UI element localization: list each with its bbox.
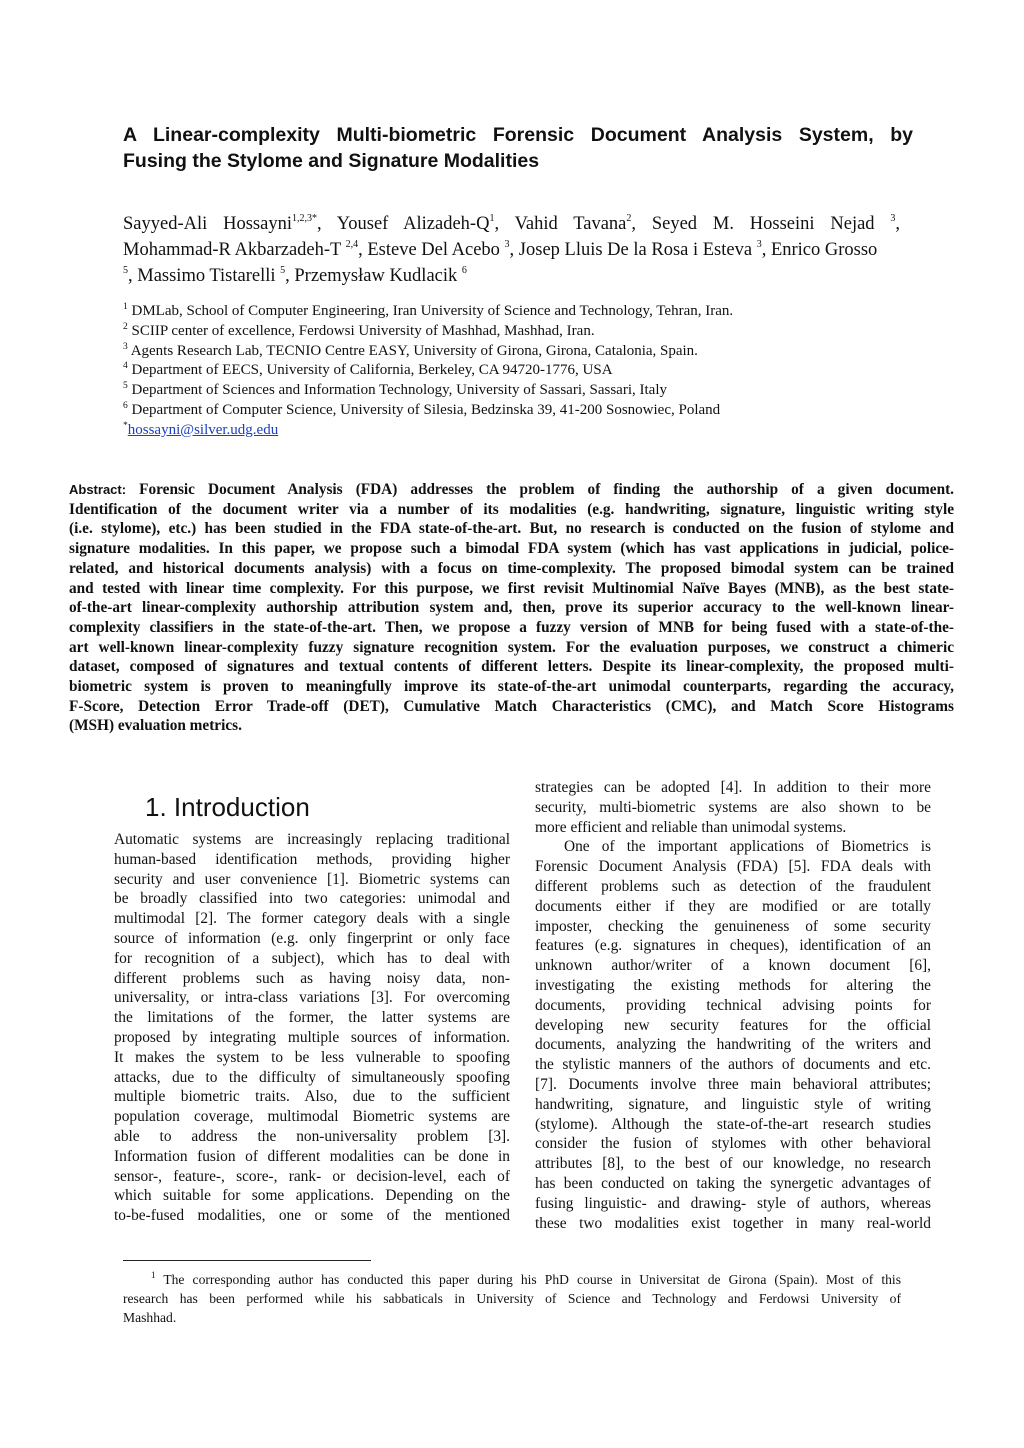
body-line: It makes the system to be less vulnerable to spoofing (114, 1048, 510, 1066)
section-heading: 1. Introduction (145, 792, 310, 822)
author-name: , Josep Lluis De la Rosa i Esteva (509, 240, 753, 260)
body-line: strategies can be adopted [4]. In addition to their more (535, 779, 931, 796)
body-line: proposed by integrating multiple sources of information. (114, 1028, 510, 1046)
author-line-3 (123, 263, 900, 289)
abstract-line: biometric system is proven to meaningfully improve its state-of-the-art unimodal counterparts, regarding the accuracy, (69, 678, 954, 696)
author-name: , Przemysław Kudlacik (285, 266, 458, 286)
affiliation-number: 2 (123, 321, 128, 332)
author-sup: 3 (890, 213, 896, 224)
affiliation-number: 5 (123, 381, 128, 392)
body-line: source of information (e.g. only fingerprint or only face (114, 929, 510, 947)
affiliation-text: DMLab, School of Computer Engineering, Iran University of Science and Technology, Tehran, Iran. (131, 303, 734, 319)
body-line: One of the important applications of Biometrics is (564, 838, 931, 856)
body-line: to-be-fused modalities, one or some of the mentioned (114, 1207, 510, 1225)
abstract-line: and tested with linear time complexity. For this purpose, we first revisit Multinomial Naïve Bayes (MNB), as the best state- (69, 579, 954, 597)
abstract-line (69, 480, 954, 500)
affiliation-text: SCIIP center of excellence, Ferdowsi University of Mashhad, Mashhad, Iran. (131, 322, 595, 339)
affiliation-number: 4 (123, 361, 128, 372)
footnote-line: research has been performed while his sabbaticals in University of Science and Technology and Ferdowsi University of (123, 1291, 901, 1306)
body-line: universality, or intra-class variations [3]. For overcoming (114, 989, 510, 1007)
author-line-1: Sayyed-Ali Hossayni$^{1,2,3*}$, Yousef Alizadeh-$Q^1$, Vahid Tavana$^2$, Seyed M. Hosseini Nejad $^3$, (123, 213, 901, 234)
author-sup: 2 (626, 213, 632, 224)
author-sup: 5 (280, 265, 286, 276)
body-line: developing new security features for the official (535, 1016, 931, 1034)
abstract-line: Identification of the document writer via a number of its modalities (e.g. handwriting, signature, linguistic writing style (69, 500, 954, 518)
author-sup: ,2,3* (296, 213, 317, 224)
body-line: investigating the existing methods for altering the (535, 976, 931, 994)
abstract-line: (MSH) evaluation metrics. (69, 717, 242, 735)
body-line: documents, providing technical advising points for (535, 996, 931, 1014)
affiliation-text: Department of Sciences and Information Technology, University of Sassari, Sassari, Italy (131, 382, 667, 399)
author-sup: 3 (504, 239, 510, 250)
footnote (123, 1270, 901, 1327)
body-line: unknown author/writer of a known document [6], (535, 957, 931, 975)
body-line: population coverage, multimodal Biometric systems are (114, 1108, 510, 1126)
author-list (123, 211, 900, 289)
body-line: be broadly classified into two categories: unimodal and (114, 890, 510, 908)
affiliation (123, 361, 903, 381)
paper-title (123, 122, 913, 174)
footnote-text: The corresponding author has conducted this paper during his PhD course in Universitat de Girona (Spain). Most of this (163, 1272, 901, 1287)
body-line: different problems such as having noisy data, non- (114, 969, 510, 987)
author-name: , Esteve Del Acebo (358, 240, 500, 260)
right-column (535, 778, 931, 1233)
body-line: imposter, checking the genuineness of some security (535, 917, 931, 935)
body-line: security and user convenience [1]. Biometric systems can (114, 870, 510, 888)
body-line: multimodal [2]. The former category deals with a single (114, 910, 510, 928)
affiliation-text: Department of EECS, University of California, Berkeley, CA 94720-1776, USA (131, 362, 613, 379)
contact-email (123, 421, 903, 441)
abstract-line: F-Score, Detection Error Trade-off (DET), Cumulative Match Characteristics (CMC), and Match Score Histograms (69, 697, 954, 715)
body-line: [7]. Documents involve three main behavioral attributes; (535, 1075, 931, 1093)
abstract-label: Abstract: (69, 482, 127, 497)
body-line: handwriting, signature, and linguistic style of writing (535, 1095, 931, 1113)
affiliation (123, 302, 903, 322)
affiliation-text: Department of Computer Science, University of Silesia, Bedzinska 39, 41-200 Sosnowiec, Poland (131, 401, 721, 418)
body-line: documents, analyzing the handwriting of the writers and (535, 1036, 931, 1054)
affiliation (123, 401, 903, 421)
body-line: able to address the non-universality problem [3]. (114, 1127, 510, 1145)
author-name: Mohammad-R Akbarzadeh-T (123, 240, 341, 260)
body-line: the limitations of the former, the latter systems are (114, 1009, 510, 1027)
body-line: Forensic Document Analysis (FDA) [5]. FDA deals with (535, 858, 931, 876)
body-line: Automatic systems are increasingly replacing traditional (114, 831, 510, 848)
email-link[interactable]: hossayni@silver.udg.edu (127, 421, 279, 438)
body-line: the stylistic manners of the authors of documents and etc. (535, 1056, 931, 1074)
left-column (114, 830, 510, 1226)
body-line: (stylome). Although the state-of-the-art research studies (535, 1115, 931, 1133)
footnote-line: Mashhad. (123, 1310, 177, 1325)
author-sup: 5 (123, 265, 128, 276)
abstract-line: signature modalities. In this paper, we propose such a bimodal FDA system (which has vast applications in judicial, police- (69, 540, 954, 558)
title-line-2: Fusing the Stylome and Signature Modalities (123, 150, 540, 172)
email-mark: * (123, 420, 128, 431)
author-sup: 1 (489, 213, 495, 224)
author-sup: 3 (756, 239, 762, 250)
abstract-line: (i.e. stylome), etc.) has been studied in the FDA state-of-the-art. But, no research is conducted on the fusion of stylome and (69, 520, 954, 538)
body-line: consider the fusion of stylomes with other behavioral (535, 1135, 931, 1153)
abstract-line: of-the-art linear-complexity authorship attribution system and, then, prove its superior accuracy to the well-known linear- (69, 599, 954, 617)
body-line: human-based identification methods, providing higher (114, 850, 510, 868)
author-name: , Vahid Tavana (494, 214, 627, 234)
author-name: , Seyed M. Hosseini Nejad (631, 214, 875, 234)
abstract-line: art well-known linear-complexity fuzzy signature recognition system. For the evaluation purposes, we construct a chimeric (69, 638, 954, 656)
author-sup: 2,4 (345, 239, 359, 250)
abstract-line: complexity classifiers in the state-of-the-art. Then, we propose a fuzzy version of MNB for being fused with a state-of-the- (69, 618, 954, 636)
abstract-text: Forensic Document Analysis (FDA) addresses the problem of finding the authorship of a given document. (139, 481, 954, 498)
body-line: multiple biometric traits. Also, due to the sufficient (114, 1088, 510, 1106)
affiliation-list (123, 302, 903, 441)
body-line: which suitable for some applications. Depending on the (114, 1187, 510, 1205)
author-name: , Massimo Tistarelli (128, 266, 276, 286)
body-line: these two modalities exist together in many real-world (535, 1214, 931, 1232)
title-line-1: A Linear-complexity Multi-biometric Forensic Document Analysis System, by (123, 124, 913, 146)
affiliation-text: Agents Research Lab, TECNIO Centre EASY, University of Girona, Girona, Catalonia, Spain. (130, 342, 698, 359)
affiliation (123, 381, 903, 401)
body-line: more efficient and reliable than unimodal systems. (535, 818, 847, 836)
body-line: attacks, due to the difficulty of simultaneously spoofing (114, 1068, 510, 1086)
author-name: , Enrico Grosso (761, 240, 878, 260)
affiliation-number: 1 (123, 302, 128, 312)
abstract (69, 480, 954, 736)
author-name: Sayyed-Ali Hossayni (123, 214, 292, 234)
author-sup: 6 (461, 265, 467, 276)
body-line: sensor-, feature-, score-, rank- or decision-level, each of (114, 1167, 510, 1185)
author-name: , Yousef Alizadeh-Q (316, 214, 490, 234)
affiliation (123, 322, 903, 342)
footnote-divider (123, 1260, 371, 1261)
abstract-line: dataset, composed of signatures and textual contents of different letters. Despite its linear-complexity, the proposed multi- (69, 658, 954, 676)
affiliation (123, 342, 903, 362)
author-sup: 1 (291, 213, 297, 224)
body-line: for recognition of a subject), which has to deal with (114, 949, 510, 967)
affiliation-number: 3 (123, 341, 128, 352)
body-line: different problems such as detection of the fraudulent (535, 877, 931, 895)
body-line: security, multi-biometric systems are also shown to be (535, 798, 931, 816)
affiliation-number: 6 (123, 400, 128, 411)
body-line: documents either if they are modified or are totally (535, 897, 931, 915)
body-line: has been conducted on taking the synergetic advantages of (535, 1174, 931, 1192)
body-line: attributes [8], to the best of our knowledge, no research (535, 1155, 931, 1173)
body-line: features (e.g. signatures in cheques), identification of an (535, 937, 931, 955)
body-line: fusing linguistic- and drawing- style of authors, whereas (535, 1194, 931, 1212)
abstract-line: related, and historical documents analysis) with a focus on time-complexity. The proposed bimodal system can be trained (69, 559, 954, 577)
body-line: Information fusion of different modalities can be done in (114, 1147, 510, 1165)
author-line-2 (123, 237, 900, 263)
footnote-line (123, 1270, 901, 1289)
footnote-number: 1 (151, 1270, 156, 1280)
